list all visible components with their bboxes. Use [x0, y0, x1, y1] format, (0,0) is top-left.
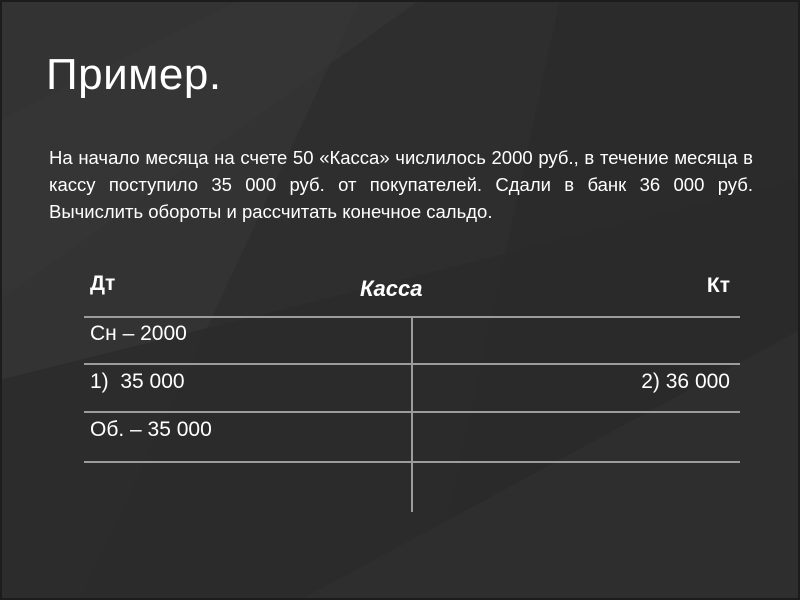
- debit-cell-opening-balance: Сн – 2000: [90, 322, 187, 345]
- debit-header: Дт: [90, 272, 116, 295]
- slide-title: Пример.: [46, 50, 222, 99]
- t-account-table: [84, 266, 740, 514]
- slide-body-text: На начало месяца на счете 50 «Касса» числилось 2000 руб., в течение месяца в кассу поступило 35 000 руб. от покупателей. Сдали в банк 36 000 руб. Вычислить обороты и рассчитать конечное сальдо.: [49, 147, 753, 222]
- credit-header: Кт: [706, 274, 730, 297]
- account-name: Касса: [360, 276, 423, 301]
- debit-cell-receipt: 1) 35 000: [90, 370, 185, 393]
- credit-cell-bank-deposit: 2) 36 000: [641, 370, 730, 393]
- debit-cell-turnover: Об. – 35 000: [90, 418, 212, 441]
- table-center-divider: [411, 316, 413, 512]
